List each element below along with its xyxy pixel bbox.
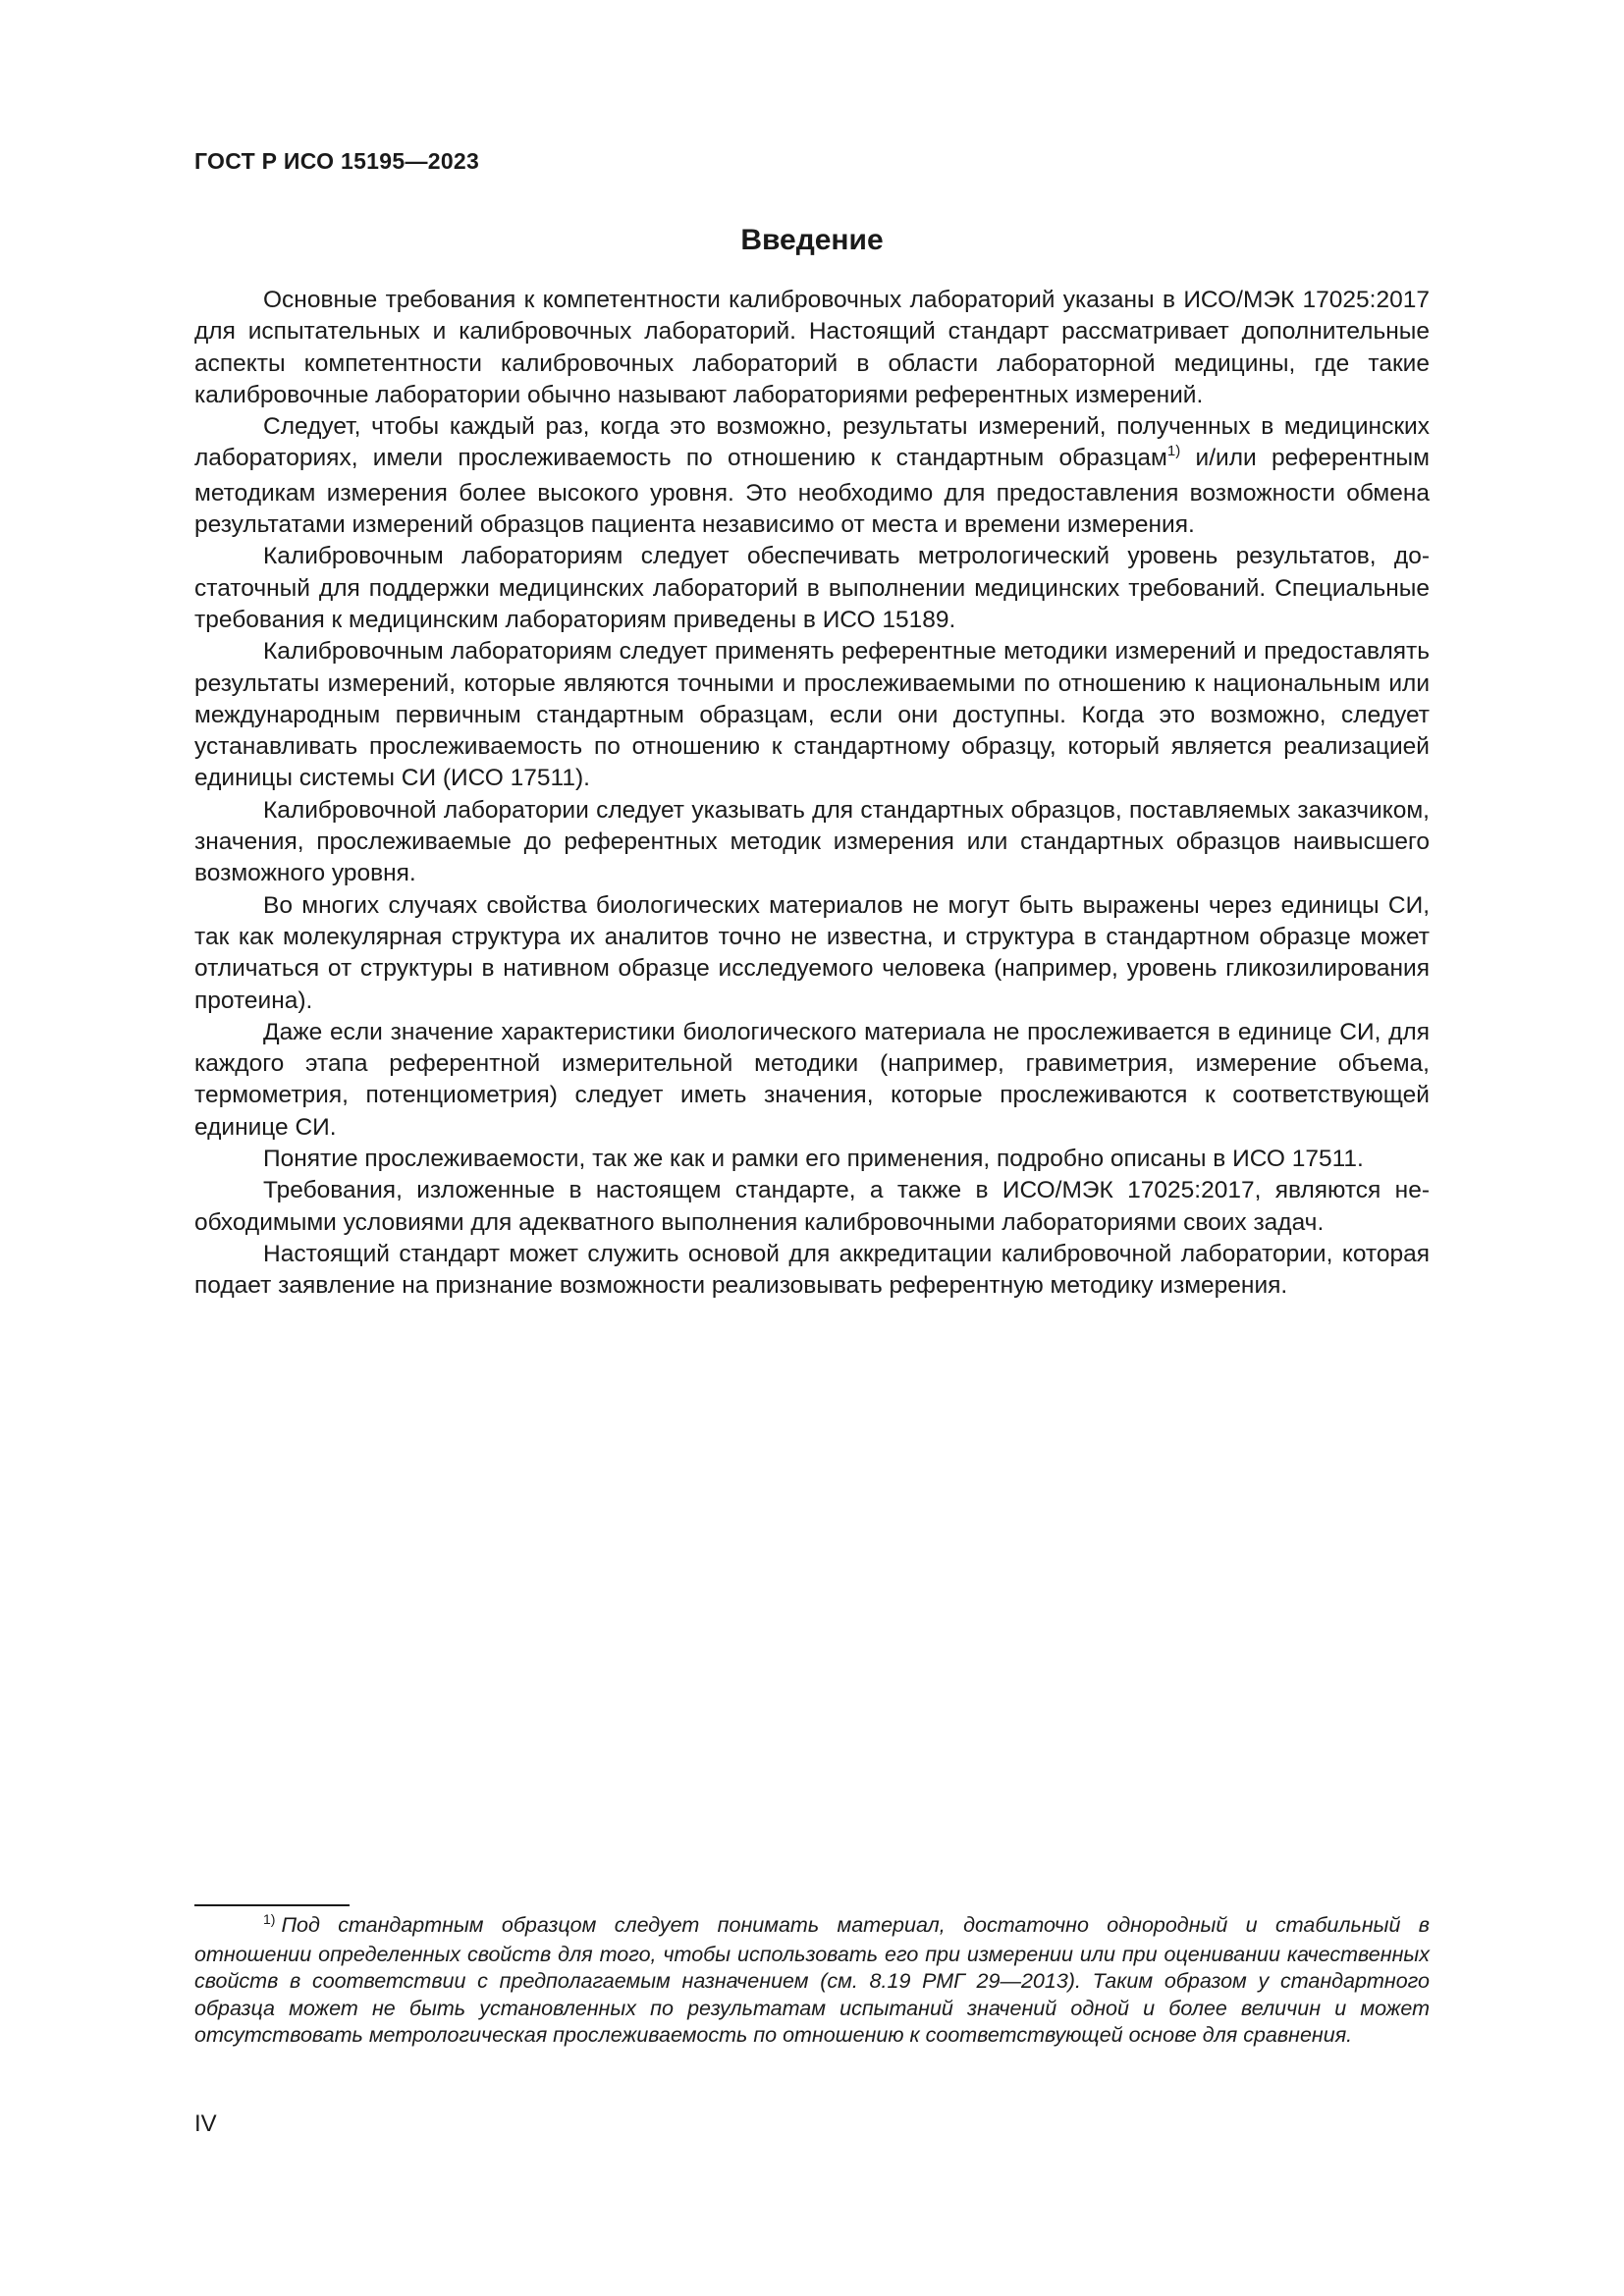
section-title: Введение (740, 224, 884, 256)
paragraph: Калибровочным лабораториям следует обеспечивать метрологический уровень результатов, достаточный для поддержки медицинских лабораторий в выполнении медицинских требований. Специальные требования к медицинским лабораториям приведены в ИСО 15189. (194, 543, 1430, 633)
paragraph: Основные требования к компетентности калибровочных лабораторий указаны в ИСО/МЭК 17025:2017 для испытательных и калибровочных лабораторий. Настоящий стандарт рассматривает дополнительные аспекты компетентности калибровочных лабораторий в области лабораторной медицины, где такие калибровочные лаборатории обычно называют лабораториями референтных измерений. (194, 287, 1430, 408)
paragraph-text: и/или референтным методикам измерения более высокого уровня. Это необходимо для предоставления возможности обмена результатами измерений образцов пациента независимо от места и времени измерения. (194, 445, 1431, 539)
footnote-separator (194, 1904, 350, 1906)
paragraph: Калибровочной лаборатории следует указывать для стандартных образцов, поставляемых заказчиком, значения, прослеживаемые до референтных методик измерения или стандартных образцов наивысшего возможного уровня. (194, 796, 1430, 887)
document-header: ГОСТ Р ИСО 15195—2023 (194, 148, 480, 174)
page-number: IV (194, 2110, 217, 2137)
footnote-text: Под стандартным образцом следует понимать материал, достаточно однородный и стабильный в отношении определенных свойств для того, чтобы использовать его при измерении или при оценивании качественных свойств в соответствии с предполагаемым назначением (см. 8.19 РМГ 29—2013). Таким образом у стандартного образца может не быть установленных по результатам испытаний значений одной и более величин и может отсутствовать метрологическая прослеживаемость по отношению к соответствующей основе для сравнения. (194, 1913, 1430, 2048)
paragraph: Во многих случаях свойства биологических материалов не могут быть выражены через единицы СИ, так как молекулярная структура их аналитов точно не известна, и структура в стандартном образце может отличаться от структуры в нативном образце исследуемого человека (например, уровень гликозилирования протеина). (194, 891, 1430, 1014)
paragraph: Требования, изложенные в настоящем стандарте, а также в ИСО/МЭК 17025:2017, являются необходимыми условиями для адекватного выполнения калибровочными лабораториями своих задач. (194, 1177, 1430, 1236)
paragraph: Даже если значение характеристики биологического материала не прослеживается в единице СИ, для каждого этапа референтной измерительной методики (например, гравиметрия, измерение объема, термометрия, потенциометрия) следует иметь значения, которые прослеживаются к соответствующей единице СИ. (194, 1018, 1430, 1141)
footnote-reference[interactable]: 1) (1166, 443, 1181, 460)
footnote (194, 1912, 1430, 2050)
paragraph: Понятие прослеживаемости, так же как и рамки его применения, подробно описаны в ИСО 17511. (263, 1146, 1364, 1173)
paragraph-text: Следует, чтобы каждый раз, когда это возможно, результаты измерений, полученных в медицинских лабораториях, имели прослеживаемость по отношению к стандартным образцам (194, 413, 1430, 472)
paragraph: Калибровочным лабораториям следует применять референтные методики измерений и предоставлять результаты измерений, которые являются точными и прослеживаемыми по отношению к национальным или международным первичным стандартным образцам, если они доступны. Когда это возможно, следует устанавливать прослеживаемость по отношению к стандартному образцу, который является реализацией единицы системы СИ (ИСО 17511). (194, 638, 1430, 792)
footnote-mark: 1) (263, 1911, 276, 1927)
paragraph-with-footnote (194, 411, 1430, 541)
introduction-body (194, 285, 1430, 1303)
paragraph: Настоящий стандарт может служить основой для аккредитации калибровочной лаборатории, которая подает заявление на признание возможности реализовывать референтную методику измерения. (194, 1240, 1430, 1300)
